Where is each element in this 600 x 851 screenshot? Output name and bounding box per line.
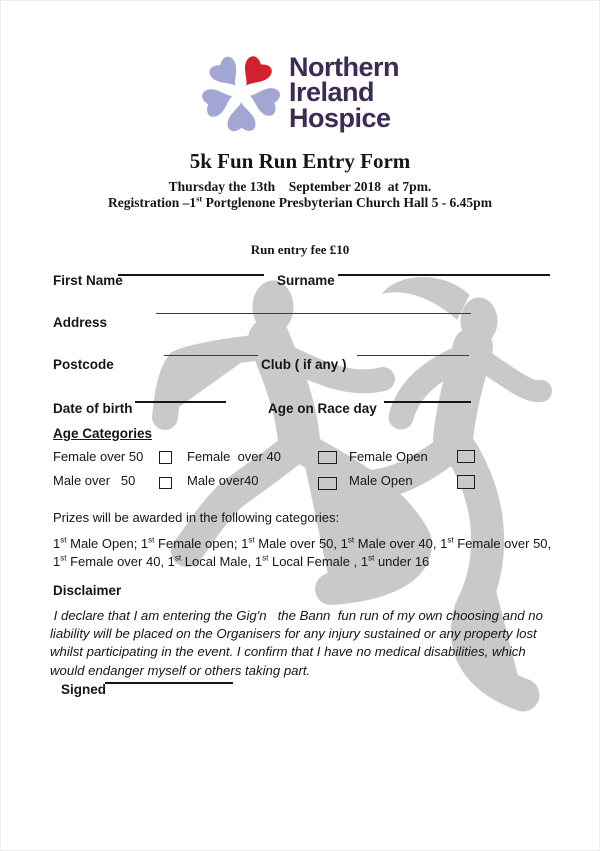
date-of-birth-label: Date of birth bbox=[53, 401, 133, 416]
age-categories-heading: Age Categories bbox=[53, 426, 153, 441]
age-on-race-day-input-line[interactable] bbox=[384, 401, 471, 403]
address-label: Address bbox=[53, 315, 108, 330]
heart-petal-icon bbox=[227, 102, 255, 131]
disclaimer-heading: Disclaimer bbox=[53, 583, 122, 598]
registration-line: Registration –1st Portglenone Presbyterian Church Hall 5 - 6.45pm bbox=[108, 194, 492, 210]
heart-red-icon bbox=[235, 54, 274, 94]
disclaimer-text: I declare that I am entering the Gig'n the Bann fun run of my own choosing and no liability will be placed on the Organisers for any injury sustained or any property lost whilst participating in the event. I confirm that I have no medical disabilities, which would endanger myself or others taking part. bbox=[50, 608, 547, 678]
checkbox-female-over-50[interactable] bbox=[159, 451, 172, 464]
surname-label: Surname bbox=[277, 273, 335, 288]
prizes-list: 1st Male Open; 1st Female open; 1st Male over 50, 1st Male over 40, 1st Female over 50, 1st Female over 40, 1st Local Male, 1st Local Female , 1st under 16 bbox=[53, 535, 555, 569]
checkbox-male-over-50[interactable] bbox=[159, 477, 172, 489]
logo-wordmark bbox=[289, 52, 399, 133]
heart-petal-icon bbox=[207, 54, 247, 94]
age-on-race-day-label: Age on Race day bbox=[268, 401, 377, 416]
heart-petal-icon bbox=[246, 82, 281, 117]
category-label-male-over-50: Male over 50 bbox=[53, 473, 136, 488]
address-input-line[interactable] bbox=[156, 313, 471, 314]
checkbox-male-over-40[interactable] bbox=[318, 477, 337, 490]
postcode-label: Postcode bbox=[53, 357, 114, 372]
category-label-male-open: Male Open bbox=[349, 473, 413, 488]
logo-line-3: Hospice bbox=[289, 102, 391, 133]
category-label-female-over-50: Female over 50 bbox=[53, 449, 144, 464]
category-label-female-over-40: Female over 40 bbox=[187, 449, 281, 464]
first-name-label: First Name bbox=[53, 273, 123, 288]
prizes-intro: Prizes will be awarded in the following categories: bbox=[53, 510, 340, 525]
club-input-line[interactable] bbox=[357, 355, 469, 356]
first-name-input-line[interactable] bbox=[118, 274, 264, 276]
signed-input-line[interactable] bbox=[105, 682, 233, 684]
date-of-birth-input-line[interactable] bbox=[135, 401, 226, 403]
heart-petal-icon bbox=[201, 83, 237, 119]
checkbox-female-over-40[interactable] bbox=[318, 451, 337, 464]
entry-fee-line: Run entry fee £10 bbox=[250, 242, 350, 257]
logo-line-1: Northern bbox=[289, 52, 399, 83]
checkbox-female-open[interactable] bbox=[457, 450, 475, 463]
logo-line-2: Ireland bbox=[289, 77, 375, 108]
postcode-input-line[interactable] bbox=[164, 355, 258, 356]
checkbox-male-open[interactable] bbox=[457, 475, 475, 489]
club-label: Club ( if any ) bbox=[261, 357, 347, 372]
surname-input-line[interactable] bbox=[338, 274, 550, 276]
hospice-logo bbox=[1, 53, 599, 133]
signed-label: Signed bbox=[61, 682, 107, 697]
hearts-flower-icon bbox=[201, 53, 281, 133]
form-title: 5k Fun Run Entry Form bbox=[189, 149, 411, 173]
category-label-male-over-40: Male over40 bbox=[187, 473, 259, 488]
category-label-female-open: Female Open bbox=[349, 449, 428, 464]
event-date-line: Thursday the 13th September 2018 at 7pm. bbox=[168, 179, 432, 194]
